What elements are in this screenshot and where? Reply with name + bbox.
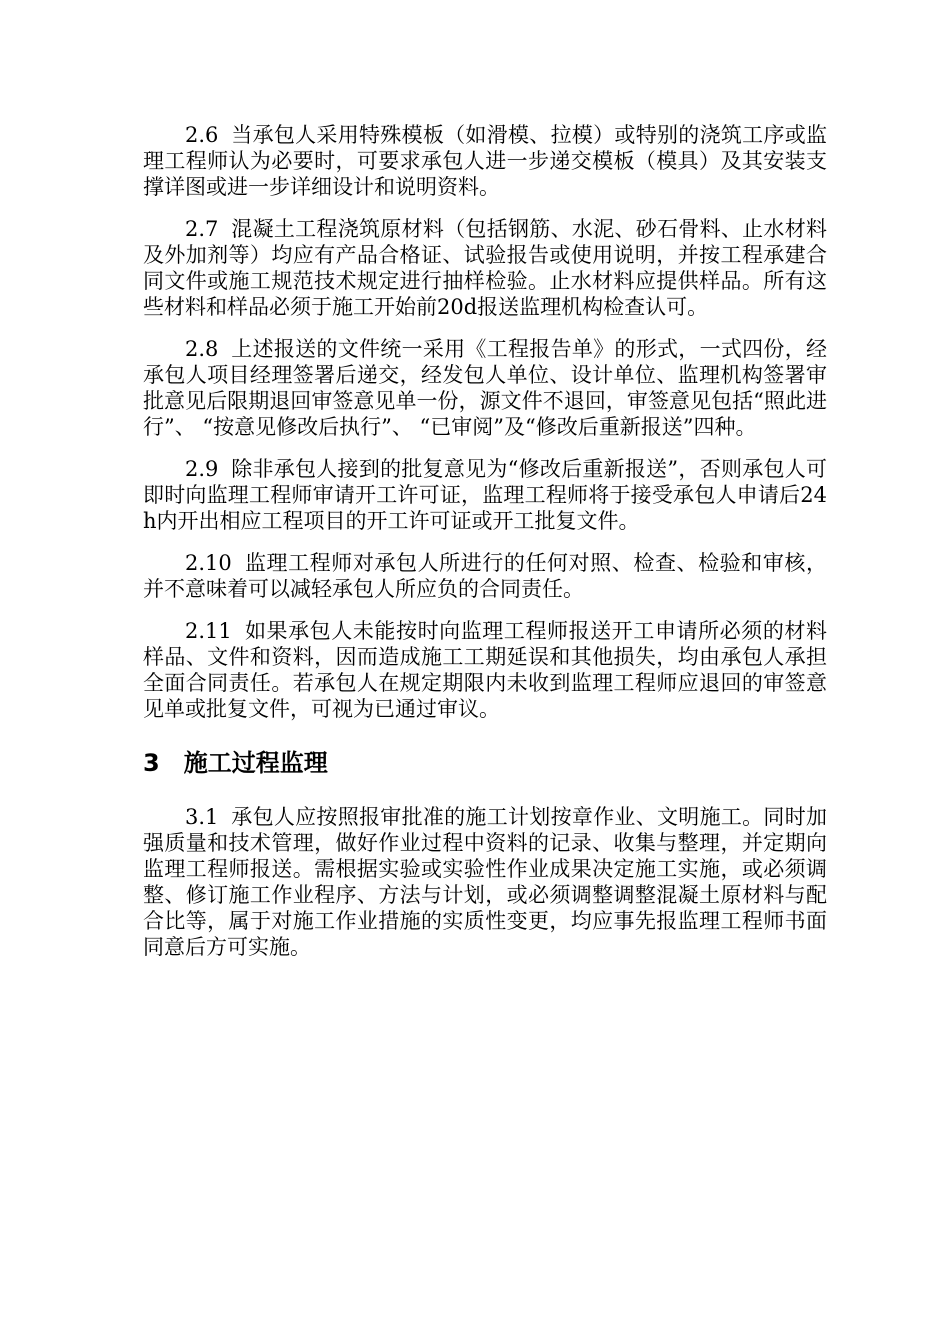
clause-text: 承包人应按照报审批准的施工计划按章作业、文明施工。同时加强质量和技术管理，做好作业过程中资料的记录、收集与整理，并定期向监理工程师报送。需根据实验或实验性作业成果决定施工实施，或必须调整、修订施工作业程序、方法与计划，或必须调整调整混凝土原材料与配合比等，属于对施工作业措施的实质性变更，均应事先报监理工程师书面同意后方可实施。 <box>143 805 827 959</box>
section-title: 施工过程监理 <box>183 749 328 777</box>
clause-number: 2.10 <box>185 551 232 575</box>
clause-text: 混凝土工程浇筑原材料（包括钢筋、水泥、砂石骨料、止水材料及外加剂等）均应有产品合格证、试验报告或使用说明，并按工程承建合同文件或施工规范技术规定进行抽样检验。止水材料应提供样品。所有这些材料和样品必须于施工开始前20d报送监理机构检查认可。 <box>143 217 827 319</box>
paragraph-2-7 <box>143 216 827 320</box>
clause-text: 如果承包人未能按时向监理工程师报送开工申请所必须的材料样品、文件和资料，因而造成施工工期延误和其他损失，均由承包人承担全面合同责任。若承包人在规定期限内未收到监理工程师应退回的审签意见单或批复文件，可视为已通过审议。 <box>143 619 827 721</box>
document-body <box>143 122 827 976</box>
section-heading <box>143 746 827 780</box>
clause-number: 2.6 <box>185 123 219 147</box>
clause-text: 当承包人采用特殊模板（如滑模、拉模）或特别的浇筑工序或监理工程师认为必要时，可要求承包人进一步递交模板（模具）及其安装支撑详图或进一步详细设计和说明资料。 <box>143 123 827 199</box>
paragraph-2-8 <box>143 336 827 440</box>
paragraph-2-6 <box>143 122 827 200</box>
section-number: 3 <box>143 749 160 777</box>
paragraph-2-10 <box>143 550 827 602</box>
clause-number: 2.8 <box>185 337 219 361</box>
paragraph-2-11 <box>143 618 827 722</box>
clause-text: 监理工程师对承包人所进行的任何对照、检查、检验和审核，并不意味着可以减轻承包人所应负的合同责任。 <box>143 551 827 601</box>
clause-number: 2.11 <box>185 619 232 643</box>
clause-number: 2.7 <box>185 217 219 241</box>
clause-text: 除非承包人接到的批复意见为“修改后重新报送”，否则承包人可即时向监理工程师审请开工许可证，监理工程师将于接受承包人申请后24h内开出相应工程项目的开工许可证或开工批复文件。 <box>143 457 827 533</box>
clause-number: 2.9 <box>185 457 219 481</box>
clause-text: 上述报送的文件统一采用《工程报告单》的形式，一式四份，经承包人项目经理签署后递交，经发包人单位、设计单位、监理机构签署审批意见后限期退回审签意见单一份，源文件不退回，审签意见包括“照此进行”、 “按意见修改后执行”、 “已审阅”及“修改后重新报送”四种。 <box>143 337 827 439</box>
clause-number: 3.1 <box>185 805 219 829</box>
paragraph-2-9 <box>143 456 827 534</box>
paragraph-3-1 <box>143 804 827 960</box>
